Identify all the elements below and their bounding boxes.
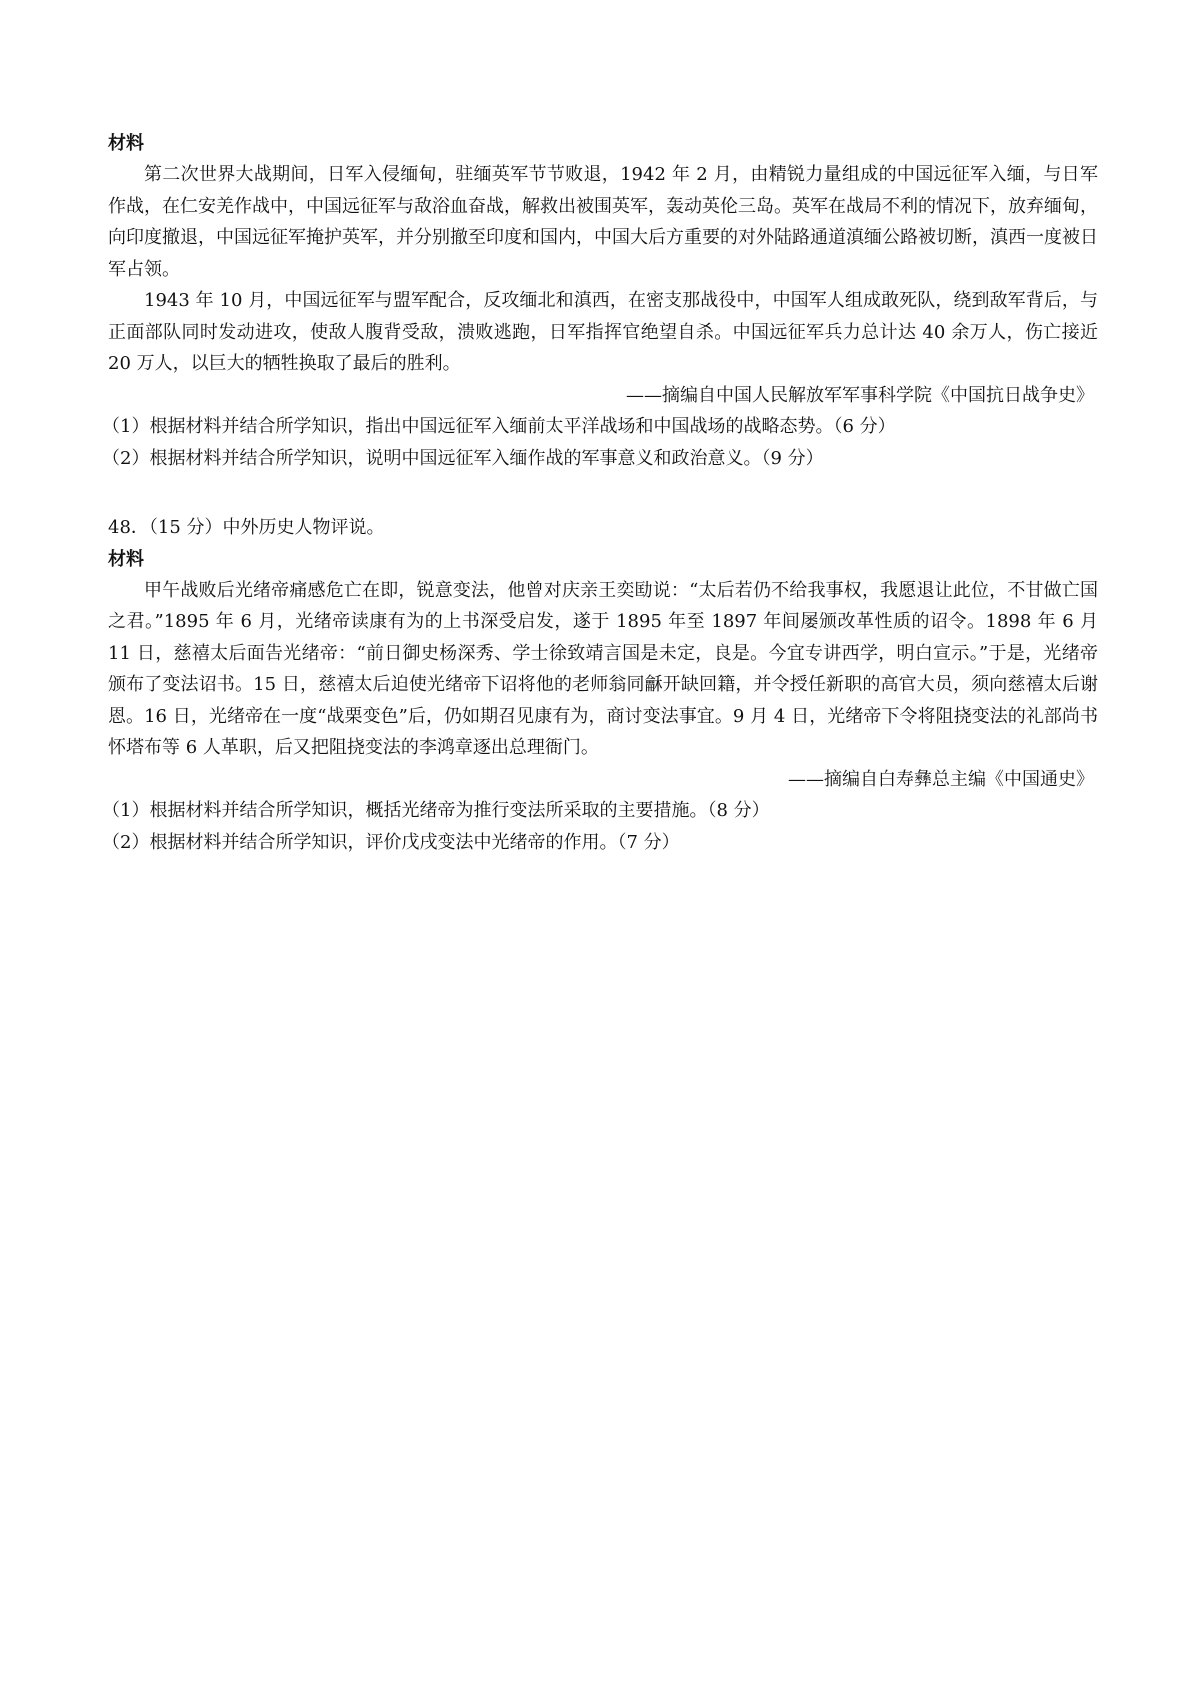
material-source: ——摘编自中国人民解放军军事科学院《中国抗日战争史》 (626, 384, 1094, 406)
exam-page (102, 128, 1098, 858)
material-label: 材料 (108, 133, 144, 154)
question-title: 48．（15 分）中外历史人物评说。 (108, 517, 385, 538)
section-question-48 (102, 512, 1098, 858)
section-spacer (108, 474, 1098, 512)
section-material-1 (102, 128, 1098, 474)
question-item: （2）根据材料并结合所学知识，评价戊戌变法中光绪帝的作用。（7 分） (102, 831, 680, 853)
material-paragraph: 甲午战败后光绪帝痛感危亡在即，锐意变法，他曾对庆亲王奕劻说：“太后若仍不给我事权，我愿退让此位，不甘做亡国之君。”1895 年 6 月，光绪帝读康有为的上书深受启发，遂于 1895 年至 1897 年间屡颁改革性质的诏令。1898 年 6 月 11 日，慈禧太后面告光绪帝：“前日御史杨深秀、学士徐致靖言国是未定，良是。今宜专讲西学，明白宣示。”于是，光绪帝颁布了变法诏书。15 日，慈禧太后迫使光绪帝下诏将他的老师翁同龢开缺回籍，并令授任新职的高官大员，须向慈禧太后谢恩。16 日，光绪帝在一度“战栗变色”后，仍如期召见康有为，商讨变法事宜。9 月 4 日，光绪帝下令将阻挠变法的礼部尚书怀塔布等 6 人革职，后又把阻挠变法的李鸿章逐出总理衙门。 (108, 579, 1098, 758)
question-item: （1）根据材料并结合所学知识，概括光绪帝为推行变法所采取的主要措施。（8 分） (102, 800, 770, 821)
material-source: ——摘编自白寿彝总主编《中国通史》 (788, 768, 1094, 790)
material-paragraph: 第二次世界大战期间，日军入侵缅甸，驻缅英军节节败退，1942 年 2 月，由精锐力量组成的中国远征军入缅，与日军作战，在仁安羌作战中，中国远征军与敌浴血奋战，解救出被围英军，轰动英伦三岛。英军在战局不利的情况下，放弃缅甸，向印度撤退，中国远征军掩护英军，并分别撤至印度和国内，中国大后方重要的对外陆路通道滇缅公路被切断，滇西一度被日军占领。 (108, 164, 1098, 280)
material-paragraph: 1943 年 10 月，中国远征军与盟军配合，反攻缅北和滇西，在密支那战役中，中国军人组成敢死队，绕到敌军背后，与正面部队同时发动进攻，使敌人腹背受敌，溃败逃跑，日军指挥官绝望自杀。中国远征军兵力总计达 40 余万人，伤亡接近 20 万人，以巨大的牺牲换取了最后的胜利。 (108, 290, 1098, 374)
question-item: （1）根据材料并结合所学知识，指出中国远征军入缅前太平洋战场和中国战场的战略态势。（6 分） (102, 416, 896, 437)
question-item: （2）根据材料并结合所学知识，说明中国远征军入缅作战的军事意义和政治意义。（9 分） (102, 447, 824, 469)
material-label: 材料 (108, 548, 144, 570)
